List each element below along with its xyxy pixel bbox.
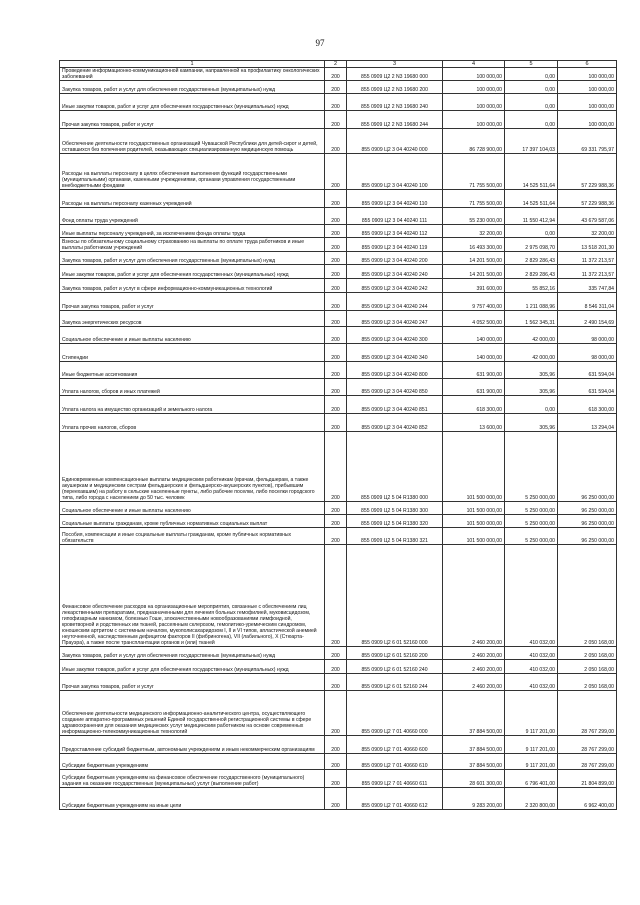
row-admin-code: 200 — [325, 515, 347, 528]
row-executed-amount: 2 829 286,43 — [505, 252, 558, 265]
row-name: Обеспечение деятельности государственных организаций Чувашской Республики для детей-сирот и детей, оставшихся без попечения родителей, оказывающих специализированную медицинскую помощь — [60, 129, 325, 154]
row-budget-code: 855 0909 Ц2 7 01 40660 610 — [347, 754, 443, 770]
row-executed-amount: 9 117 201,00 — [505, 736, 558, 754]
row-remaining-amount: 13 294,04 — [558, 414, 617, 432]
row-budget-code: 855 0909 Ц2 5 04 R1380 300 — [347, 502, 443, 515]
row-remaining-amount: 28 767 299,00 — [558, 691, 617, 736]
row-executed-amount: 0,00 — [505, 111, 558, 129]
table-row — [60, 68, 617, 81]
row-remaining-amount: 2 490 154,69 — [558, 311, 617, 327]
row-budget-code: 855 0909 Ц2 3 04 40240 200 — [347, 252, 443, 265]
row-name: Уплата налога на имущество организаций и земельного налога — [60, 396, 325, 414]
row-name: Предоставление субсидий бюджетным, автономным учреждениям и иным некоммерческим организациям — [60, 736, 325, 754]
row-budget-code: 855 0909 Ц2 5 04 R1380 321 — [347, 528, 443, 545]
row-remaining-amount: 631 594,04 — [558, 379, 617, 396]
row-budget-code: 855 0909 Ц2 3 04 40240 300 — [347, 327, 443, 344]
row-planned-amount: 16 493 300,00 — [443, 238, 505, 252]
row-executed-amount: 305,96 — [505, 362, 558, 379]
row-executed-amount: 410 032,00 — [505, 660, 558, 674]
row-executed-amount: 9 117 201,00 — [505, 754, 558, 770]
row-remaining-amount: 57 229 988,36 — [558, 154, 617, 190]
row-planned-amount: 101 500 000,00 — [443, 432, 505, 502]
row-remaining-amount: 98 000,00 — [558, 344, 617, 362]
row-name: Закупка товаров, работ и услуг для обеспечения государственных (муниципальных) нужд — [60, 252, 325, 265]
row-budget-code: 855 0909 Ц2 3 04 40240 800 — [347, 362, 443, 379]
row-executed-amount: 1 562 345,31 — [505, 311, 558, 327]
row-planned-amount: 100 000,00 — [443, 81, 505, 94]
row-budget-code: 855 0909 Ц2 3 04 40240 119 — [347, 238, 443, 252]
row-remaining-amount: 28 767 299,00 — [558, 736, 617, 754]
row-budget-code: 855 0909 Ц2 2 N3 19680 240 — [347, 94, 443, 111]
row-executed-amount: 6 796 401,00 — [505, 770, 558, 788]
row-name: Прочая закупка товаров, работ и услуг — [60, 674, 325, 691]
row-budget-code: 855 0909 Ц2 3 04 40240 112 — [347, 225, 443, 238]
row-admin-code: 200 — [325, 129, 347, 154]
row-admin-code: 200 — [325, 770, 347, 788]
row-name: Обеспечение деятельности медицинского информационно-аналитического центра, осуществляющего создание аппаратно-программных решений Единой государственной регистрационной системы в сфере здравоохранения для оказания медицинских услуг медицинским работником на основе современных информационно-телекоммуникационных технологий — [60, 691, 325, 736]
row-budget-code: 855 0909 Ц2 2 N3 19680 200 — [347, 81, 443, 94]
row-remaining-amount: 96 250 000,00 — [558, 528, 617, 545]
row-planned-amount: 101 500 000,00 — [443, 502, 505, 515]
table-row — [60, 660, 617, 674]
row-planned-amount: 101 500 000,00 — [443, 515, 505, 528]
row-planned-amount: 37 884 500,00 — [443, 736, 505, 754]
row-remaining-amount: 6 962 400,00 — [558, 788, 617, 810]
column-header: 3 — [347, 61, 443, 68]
row-planned-amount: 32 200,00 — [443, 225, 505, 238]
row-admin-code: 200 — [325, 396, 347, 414]
table-row — [60, 94, 617, 111]
table-row — [60, 344, 617, 362]
row-name: Прочая закупка товаров, работ и услуг — [60, 293, 325, 311]
table-row — [60, 545, 617, 647]
row-name: Стипендии — [60, 344, 325, 362]
row-name: Уплата налогов, сборов и иных платежей — [60, 379, 325, 396]
row-name: Социальные выплаты гражданам, кроме публичных нормативных социальных выплат — [60, 515, 325, 528]
row-remaining-amount: 618 300,00 — [558, 396, 617, 414]
row-admin-code: 200 — [325, 190, 347, 208]
row-admin-code: 200 — [325, 293, 347, 311]
budget-table — [59, 60, 617, 810]
row-budget-code: 855 0909 Ц2 3 04 40240 852 — [347, 414, 443, 432]
row-executed-amount: 5 250 000,00 — [505, 528, 558, 545]
row-remaining-amount: 2 050 168,00 — [558, 647, 617, 660]
row-executed-amount: 42 000,00 — [505, 327, 558, 344]
row-planned-amount: 9 757 400,00 — [443, 293, 505, 311]
row-admin-code: 200 — [325, 265, 347, 279]
row-admin-code: 200 — [325, 225, 347, 238]
table-row — [60, 432, 617, 502]
table-row — [60, 754, 617, 770]
row-planned-amount: 37 884 500,00 — [443, 754, 505, 770]
table-row — [60, 327, 617, 344]
row-budget-code: 855 0909 Ц2 3 04 40240 247 — [347, 311, 443, 327]
row-name: Закупка товаров, работ и услуг для обеспечения государственных (муниципальных) нужд — [60, 81, 325, 94]
row-name: Расходы на выплаты персоналу в целях обеспечения выполнения функций государственными (муниципальными) органами, казенными учреждениями, органами управления государственными внебюджетными фондами — [60, 154, 325, 190]
row-admin-code: 200 — [325, 502, 347, 515]
row-budget-code: 855 0909 Ц2 7 01 40660 600 — [347, 736, 443, 754]
row-planned-amount: 618 300,00 — [443, 396, 505, 414]
row-budget-code: 855 0909 Ц2 3 04 40240 850 — [347, 379, 443, 396]
row-name: Иные закупки товаров, работ и услуг для обеспечения государственных (муниципальных) нужд — [60, 660, 325, 674]
row-admin-code: 200 — [325, 94, 347, 111]
row-name: Иные закупки товаров, работ и услуг для обеспечения государственных (муниципальных) нужд — [60, 94, 325, 111]
row-executed-amount: 0,00 — [505, 81, 558, 94]
row-budget-code: 855 0909 Ц2 6 01 52160 200 — [347, 647, 443, 660]
row-admin-code: 200 — [325, 432, 347, 502]
table-row — [60, 770, 617, 788]
row-executed-amount: 11 550 412,94 — [505, 208, 558, 225]
row-name: Закупка товаров, работ и услуг для обеспечения государственных (муниципальных) нужд — [60, 647, 325, 660]
row-remaining-amount: 96 250 000,00 — [558, 432, 617, 502]
row-executed-amount: 17 397 104,03 — [505, 129, 558, 154]
table-row — [60, 502, 617, 515]
column-header: 6 — [558, 61, 617, 68]
row-name: Взносы по обязательному социальному страхованию на выплаты по оплате труда работников и иные выплаты работникам учреждений — [60, 238, 325, 252]
row-budget-code: 855 0909 Ц2 5 04 R1380 000 — [347, 432, 443, 502]
column-header: 5 — [505, 61, 558, 68]
row-name: Финансовое обеспечение расходов на организационные мероприятия, связанные с обеспечением лиц лекарственными препаратами, предназначенными для лечения больных гемофилией, муковисцидозом, гипофизарным нанизмом, болезнью Гоше, злокачественными новообразованиями лимфоидной, кроветворной и родственных им тканей, рассеянным склерозом, гемолитико-уремическим синдромом, юношеским артритом с системным началом, мукополисахаридозом I, II и VI типов, апластической анемией неуточненной, наследственным дефицитом факторов II (фибриногена), VII (лабильного), X (Стюарта-Прауэра), а также после трансплантации органов и (или) тканей — [60, 545, 325, 647]
row-planned-amount: 100 000,00 — [443, 111, 505, 129]
row-remaining-amount: 100 000,00 — [558, 94, 617, 111]
row-budget-code: 855 0909 Ц2 7 01 40660 000 — [347, 691, 443, 736]
row-remaining-amount: 2 050 168,00 — [558, 545, 617, 647]
row-admin-code: 200 — [325, 362, 347, 379]
row-remaining-amount: 98 000,00 — [558, 327, 617, 344]
row-executed-amount: 42 000,00 — [505, 344, 558, 362]
row-admin-code: 200 — [325, 691, 347, 736]
row-name: Закупка энергетических ресурсов — [60, 311, 325, 327]
row-executed-amount: 55 852,16 — [505, 279, 558, 293]
row-name: Субсидии бюджетным учреждениям на финансовое обеспечение государственного (муниципального) задания на оказание государственных (муниципальных) услуг (выполнение работ) — [60, 770, 325, 788]
row-admin-code: 200 — [325, 252, 347, 265]
row-remaining-amount: 43 679 587,06 — [558, 208, 617, 225]
row-admin-code: 200 — [325, 788, 347, 810]
row-remaining-amount: 100 000,00 — [558, 68, 617, 81]
row-executed-amount: 2 829 286,43 — [505, 265, 558, 279]
table-row — [60, 111, 617, 129]
row-executed-amount: 410 032,00 — [505, 647, 558, 660]
row-planned-amount: 140 000,00 — [443, 344, 505, 362]
row-executed-amount: 5 250 000,00 — [505, 515, 558, 528]
page-number: 97 — [315, 38, 325, 48]
row-budget-code: 855 0909 Ц2 3 04 40240 240 — [347, 265, 443, 279]
row-planned-amount: 100 000,00 — [443, 68, 505, 81]
table-row — [60, 396, 617, 414]
row-admin-code: 200 — [325, 279, 347, 293]
row-remaining-amount: 100 000,00 — [558, 81, 617, 94]
row-remaining-amount: 32 200,00 — [558, 225, 617, 238]
table-row — [60, 252, 617, 265]
table-row — [60, 238, 617, 252]
row-name: Единовременные компенсационные выплаты медицинским работникам (врачам, фельдшерам, а также акушеркам и медицинским сестрам фельдшерских и фельдшерско-акушерских пунктов), прибывшим (переехавшим) на работу в сельские населенные пункты, либо рабочие поселки, либо поселки городского типа, либо города с населением до 50 тыс. человек — [60, 432, 325, 502]
row-name: Иные закупки товаров, работ и услуг для обеспечения государственных (муниципальных) нужд — [60, 265, 325, 279]
row-planned-amount: 101 500 000,00 — [443, 528, 505, 545]
table-row — [60, 414, 617, 432]
table-row — [60, 208, 617, 225]
row-budget-code: 855 0909 Ц2 6 01 52160 000 — [347, 545, 443, 647]
row-admin-code: 200 — [325, 736, 347, 754]
row-admin-code: 200 — [325, 528, 347, 545]
row-budget-code: 855 0909 Ц2 3 04 40240 100 — [347, 154, 443, 190]
row-name: Проведение информационно-коммуникационной кампании, направленной на профилактику онкологических заболеваний — [60, 68, 325, 81]
row-planned-amount: 9 283 200,00 — [443, 788, 505, 810]
row-remaining-amount: 11 372 213,57 — [558, 252, 617, 265]
table-row — [60, 129, 617, 154]
table-row — [60, 515, 617, 528]
row-remaining-amount: 69 331 795,97 — [558, 129, 617, 154]
row-remaining-amount: 28 767 299,00 — [558, 754, 617, 770]
row-remaining-amount: 8 546 311,04 — [558, 293, 617, 311]
row-remaining-amount: 57 229 988,36 — [558, 190, 617, 208]
row-budget-code: 855 0909 Ц2 3 04 40240 340 — [347, 344, 443, 362]
row-planned-amount: 86 728 900,00 — [443, 129, 505, 154]
table-row — [60, 691, 617, 736]
table-row — [60, 81, 617, 94]
row-admin-code: 200 — [325, 674, 347, 691]
row-name: Пособия, компенсации и иные социальные выплаты гражданам, кроме публичных нормативных обязательств — [60, 528, 325, 545]
column-header: 2 — [325, 61, 347, 68]
row-planned-amount: 2 460 200,00 — [443, 660, 505, 674]
row-budget-code: 855 0909 Ц2 6 01 52160 240 — [347, 660, 443, 674]
row-name: Иные выплаты персоналу учреждений, за исключением фонда оплаты труда — [60, 225, 325, 238]
row-planned-amount: 2 460 200,00 — [443, 647, 505, 660]
table-row — [60, 647, 617, 660]
row-planned-amount: 55 230 000,00 — [443, 208, 505, 225]
row-remaining-amount: 631 594,04 — [558, 362, 617, 379]
row-admin-code: 200 — [325, 545, 347, 647]
row-name: Фонд оплаты труда учреждений — [60, 208, 325, 225]
row-budget-code: 855 0909 Ц2 7 01 40660 612 — [347, 788, 443, 810]
row-remaining-amount: 96 250 000,00 — [558, 502, 617, 515]
row-budget-code: 855 0909 Ц2 2 N3 19680 000 — [347, 68, 443, 81]
row-admin-code: 200 — [325, 344, 347, 362]
table-row — [60, 528, 617, 545]
row-admin-code: 200 — [325, 111, 347, 129]
row-admin-code: 200 — [325, 238, 347, 252]
row-executed-amount: 0,00 — [505, 396, 558, 414]
row-remaining-amount: 11 372 213,57 — [558, 265, 617, 279]
row-planned-amount: 71 755 500,00 — [443, 154, 505, 190]
row-name: Субсидии бюджетным учреждениям на иные цели — [60, 788, 325, 810]
row-admin-code: 200 — [325, 754, 347, 770]
row-executed-amount: 0,00 — [505, 94, 558, 111]
row-admin-code: 200 — [325, 208, 347, 225]
row-remaining-amount: 2 050 168,00 — [558, 674, 617, 691]
row-name: Социальное обеспечение и иные выплаты населению — [60, 502, 325, 515]
row-executed-amount: 14 525 511,64 — [505, 154, 558, 190]
row-planned-amount: 631 900,00 — [443, 362, 505, 379]
row-planned-amount: 391 600,00 — [443, 279, 505, 293]
row-planned-amount: 2 460 200,00 — [443, 674, 505, 691]
row-budget-code: 855 0909 Ц2 3 04 40240 000 — [347, 129, 443, 154]
row-executed-amount: 1 211 088,96 — [505, 293, 558, 311]
row-budget-code: 855 0909 Ц2 7 01 40660 611 — [347, 770, 443, 788]
table-header-row — [60, 61, 617, 68]
row-name: Расходы на выплаты персоналу казенных учреждений — [60, 190, 325, 208]
row-remaining-amount: 2 050 168,00 — [558, 660, 617, 674]
row-planned-amount: 4 052 500,00 — [443, 311, 505, 327]
row-name: Прочая закупка товаров, работ и услуг — [60, 111, 325, 129]
row-remaining-amount: 335 747,84 — [558, 279, 617, 293]
row-planned-amount: 2 460 200,00 — [443, 545, 505, 647]
row-budget-code: 855 0909 Ц2 2 N3 19680 244 — [347, 111, 443, 129]
row-admin-code: 200 — [325, 154, 347, 190]
row-admin-code: 200 — [325, 414, 347, 432]
row-executed-amount: 0,00 — [505, 225, 558, 238]
row-budget-code: 855 0909 Ц2 3 04 40240 111 — [347, 208, 443, 225]
row-planned-amount: 100 000,00 — [443, 94, 505, 111]
row-executed-amount: 305,96 — [505, 414, 558, 432]
row-remaining-amount: 100 000,00 — [558, 111, 617, 129]
row-planned-amount: 631 900,00 — [443, 379, 505, 396]
row-name: Уплата прочих налогов, сборов — [60, 414, 325, 432]
row-executed-amount: 5 250 000,00 — [505, 502, 558, 515]
table-row — [60, 379, 617, 396]
row-executed-amount: 9 117 201,00 — [505, 691, 558, 736]
table-row — [60, 736, 617, 754]
table-row — [60, 154, 617, 190]
row-budget-code: 855 0909 Ц2 6 01 52160 244 — [347, 674, 443, 691]
row-executed-amount: 410 032,00 — [505, 545, 558, 647]
row-planned-amount: 28 601 300,00 — [443, 770, 505, 788]
row-planned-amount: 140 000,00 — [443, 327, 505, 344]
row-admin-code: 200 — [325, 660, 347, 674]
row-admin-code: 200 — [325, 379, 347, 396]
column-header: 4 — [443, 61, 505, 68]
table-row — [60, 265, 617, 279]
table-row — [60, 190, 617, 208]
row-budget-code: 855 0909 Ц2 5 04 R1380 320 — [347, 515, 443, 528]
row-executed-amount: 0,00 — [505, 68, 558, 81]
row-remaining-amount: 21 804 899,00 — [558, 770, 617, 788]
table-row — [60, 225, 617, 238]
table-row — [60, 788, 617, 810]
row-budget-code: 855 0909 Ц2 3 04 40240 242 — [347, 279, 443, 293]
row-planned-amount: 14 201 500,00 — [443, 252, 505, 265]
table-row — [60, 362, 617, 379]
table-row — [60, 674, 617, 691]
row-planned-amount: 14 201 500,00 — [443, 265, 505, 279]
row-remaining-amount: 13 518 201,30 — [558, 238, 617, 252]
row-executed-amount: 2 975 098,70 — [505, 238, 558, 252]
row-admin-code: 200 — [325, 81, 347, 94]
row-name: Социальное обеспечение и иные выплаты населению — [60, 327, 325, 344]
row-admin-code: 200 — [325, 327, 347, 344]
row-admin-code: 200 — [325, 68, 347, 81]
row-executed-amount: 410 032,00 — [505, 674, 558, 691]
row-executed-amount: 2 320 800,00 — [505, 788, 558, 810]
row-executed-amount: 305,96 — [505, 379, 558, 396]
row-name: Закупка товаров, работ и услуг в сфере информационно-коммуникационных технологий — [60, 279, 325, 293]
table-row — [60, 311, 617, 327]
row-remaining-amount: 96 250 000,00 — [558, 515, 617, 528]
row-budget-code: 855 0909 Ц2 3 04 40240 851 — [347, 396, 443, 414]
row-name: Субсидии бюджетным учреждениям — [60, 754, 325, 770]
row-budget-code: 855 0909 Ц2 3 04 40240 110 — [347, 190, 443, 208]
row-budget-code: 855 0909 Ц2 3 04 40240 244 — [347, 293, 443, 311]
row-admin-code: 200 — [325, 647, 347, 660]
row-planned-amount: 13 600,00 — [443, 414, 505, 432]
row-planned-amount: 37 884 500,00 — [443, 691, 505, 736]
column-header: 1 — [60, 61, 325, 68]
table-row — [60, 279, 617, 293]
row-name: Иные бюджетные ассигнования — [60, 362, 325, 379]
row-planned-amount: 71 755 500,00 — [443, 190, 505, 208]
row-executed-amount: 14 525 511,64 — [505, 190, 558, 208]
row-executed-amount: 5 250 000,00 — [505, 432, 558, 502]
table-row — [60, 293, 617, 311]
row-admin-code: 200 — [325, 311, 347, 327]
